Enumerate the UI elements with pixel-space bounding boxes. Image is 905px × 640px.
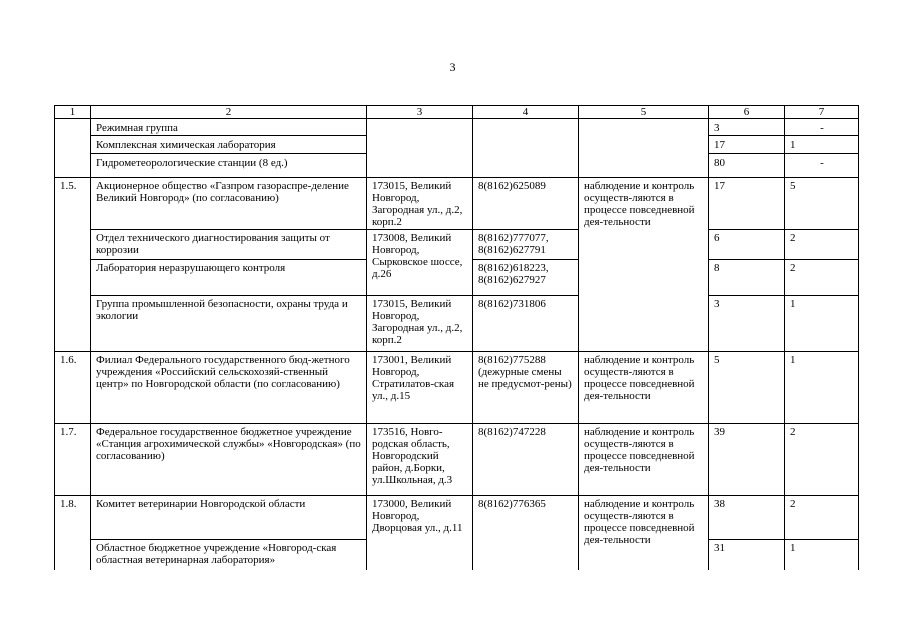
table-row — [55, 119, 859, 178]
address-cell: 173015, Великий Новгород, Загородная ул., д.2, корп.2 — [367, 296, 473, 352]
table-row — [55, 424, 859, 496]
mode-cell — [579, 119, 709, 178]
table-row — [55, 178, 859, 230]
row-number: 1.6. — [55, 352, 91, 424]
equipment-count: - — [820, 122, 824, 134]
subdivision-names — [91, 119, 367, 178]
phone-cell: 8(8162)747228 — [473, 424, 579, 496]
staff-count: 5 — [709, 352, 785, 424]
org-name: Филиал Федерального государственного бюд-жетного учреждения «Российский сельскохозяй-ственный центр» по Новгородской области (по согласованию) — [91, 352, 367, 424]
staff-count: 17 — [709, 136, 784, 154]
address-cell: 173008, Великий Новгород, Сырковское шоссе, д.26 — [367, 230, 473, 296]
column-header: 2 — [91, 106, 367, 119]
staff-count: 17 — [709, 178, 785, 230]
staff-count: 3 — [714, 122, 720, 134]
table-row — [55, 296, 859, 352]
subdivision-name: Режимная группа — [96, 122, 178, 134]
equipment-count: 1 — [785, 296, 859, 352]
phone-cell: 8(8162)618223, 8(8162)627927 — [473, 260, 579, 296]
equipment-count-cells — [785, 119, 859, 178]
column-header: 7 — [785, 106, 859, 119]
equipment-count: 1 — [785, 352, 859, 424]
staff-count: 39 — [709, 424, 785, 496]
page-number: 3 — [449, 60, 456, 74]
subdivision-name: Комплексная химическая лаборатория — [91, 136, 366, 154]
staff-count-cells — [709, 119, 785, 178]
phone-cell: 8(8162)625089 — [473, 178, 579, 230]
address-cell: 173001, Великий Новгород, Стратилатов-ская ул., д.15 — [367, 352, 473, 424]
org-name: Лаборатория неразрушающего контроля — [91, 260, 367, 296]
mode-cell: наблюдение и контроль осуществ-ляются в процессе повседневной дея-тельности — [579, 496, 709, 570]
row-number: 1.5. — [55, 178, 91, 352]
org-name: Федеральное государственное бюджетное учреждение «Станция агрохимической службы» «Новгородская» (по согласованию) — [91, 424, 367, 496]
mode-cell: наблюдение и контроль осуществ-ляются в процессе повседневной дея-тельности — [579, 352, 709, 424]
staff-count: 8 — [709, 260, 785, 296]
column-header: 3 — [367, 106, 473, 119]
address-cell: 173000, Великий Новгород, Дворцовая ул., д.11 — [367, 496, 473, 570]
column-header: 4 — [473, 106, 579, 119]
column-header: 6 — [709, 106, 785, 119]
mode-cell: наблюдение и контроль осуществ-ляются в процессе повседневной дея-тельности — [579, 178, 709, 352]
row-number: 1.8. — [55, 496, 91, 570]
table-header-row — [55, 106, 859, 119]
services-table — [54, 105, 859, 570]
org-name: Акционерное общество «Газпром газораспре-деление Великий Новгород» (по согласованию) — [91, 178, 367, 230]
address-cell: 173516, Новго-родская область, Новгородский район, д.Борки, ул.Школьная, д.3 — [367, 424, 473, 496]
equipment-count: 2 — [785, 230, 859, 260]
org-name: Областное бюджетное учреждение «Новгород-ская областная ветеринарная лаборатория» — [91, 540, 367, 570]
row-number: 1.7. — [55, 424, 91, 496]
equipment-count: 2 — [785, 260, 859, 296]
table-row — [55, 230, 859, 260]
equipment-count: 5 — [785, 178, 859, 230]
equipment-count: 1 — [785, 136, 858, 154]
subdivision-name: Гидрометеорологические станции (8 ед.) — [91, 154, 366, 171]
phone-cell: 8(8162)775288 (дежурные смены не предусмот-рены) — [473, 352, 579, 424]
phone-cell: 8(8162)777077, 8(8162)627791 — [473, 230, 579, 260]
staff-count: 31 — [709, 540, 785, 570]
equipment-count: - — [785, 154, 858, 171]
column-header: 1 — [55, 106, 91, 119]
table-row — [55, 352, 859, 424]
staff-count: 80 — [709, 154, 784, 171]
table-row — [55, 496, 859, 540]
staff-count: 6 — [709, 230, 785, 260]
mode-cell: наблюдение и контроль осуществ-ляются в процессе повседневной дея-тельности — [579, 424, 709, 496]
equipment-count: 1 — [785, 540, 859, 570]
staff-count: 3 — [709, 296, 785, 352]
org-name: Отдел технического диагностирования защиты от коррозии — [91, 230, 367, 260]
column-header: 5 — [579, 106, 709, 119]
row-number — [55, 119, 91, 178]
equipment-count: 2 — [785, 424, 859, 496]
equipment-count: 2 — [785, 496, 859, 540]
phone-cell — [473, 119, 579, 178]
org-name: Комитет ветеринарии Новгородской области — [91, 496, 367, 540]
staff-count: 38 — [709, 496, 785, 540]
phone-cell: 8(8162)731806 — [473, 296, 579, 352]
address-cell — [367, 119, 473, 178]
address-cell: 173015, Великий Новгород, Загородная ул., д.2, корп.2 — [367, 178, 473, 230]
org-name: Группа промышленной безопасности, охраны труда и экологии — [91, 296, 367, 352]
phone-cell: 8(8162)776365 — [473, 496, 579, 570]
